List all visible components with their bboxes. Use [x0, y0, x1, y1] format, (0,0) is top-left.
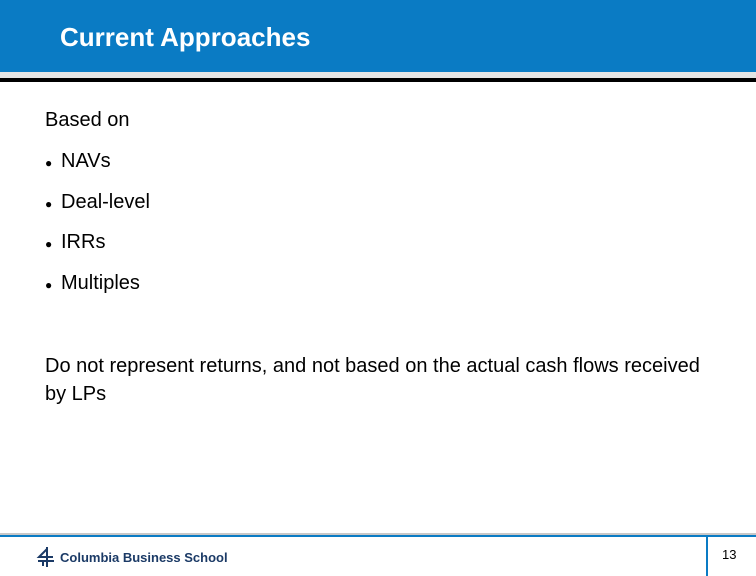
bullet-item-irrs — [45, 231, 150, 272]
bullet-item-multiples — [45, 272, 150, 313]
bullet-text: Deal-level — [61, 190, 150, 213]
bullet-dot-icon: ● — [45, 196, 53, 211]
bullet-text: IRRs — [61, 231, 106, 253]
bullet-dot-icon: ● — [45, 277, 53, 292]
bullet-text: Multiples — [61, 271, 140, 294]
intro-text: Based on — [45, 109, 130, 131]
bullet-list — [45, 150, 150, 312]
page-number-box — [706, 537, 756, 576]
conclusion-text: Do not represent returns, and not based on the actual cash flows received by LPs — [45, 355, 700, 405]
bullet-item-deal-level — [45, 191, 150, 232]
bullet-dot-icon: ● — [45, 156, 53, 170]
columbia-business-school-logo — [36, 546, 228, 568]
bullet-dot-icon: ● — [45, 237, 53, 251]
columbia-crown-logo-icon — [36, 546, 56, 568]
page-number: 13 — [722, 547, 737, 562]
bullet-item-navs — [45, 150, 150, 191]
slide-title: Current Approaches — [60, 22, 311, 52]
title-bar — [0, 0, 756, 72]
logo-text: Columbia Business School — [60, 549, 228, 565]
bullet-text: NAVs — [61, 150, 111, 172]
title-divider-black — [0, 78, 756, 82]
footer-divider-blue — [0, 535, 756, 537]
